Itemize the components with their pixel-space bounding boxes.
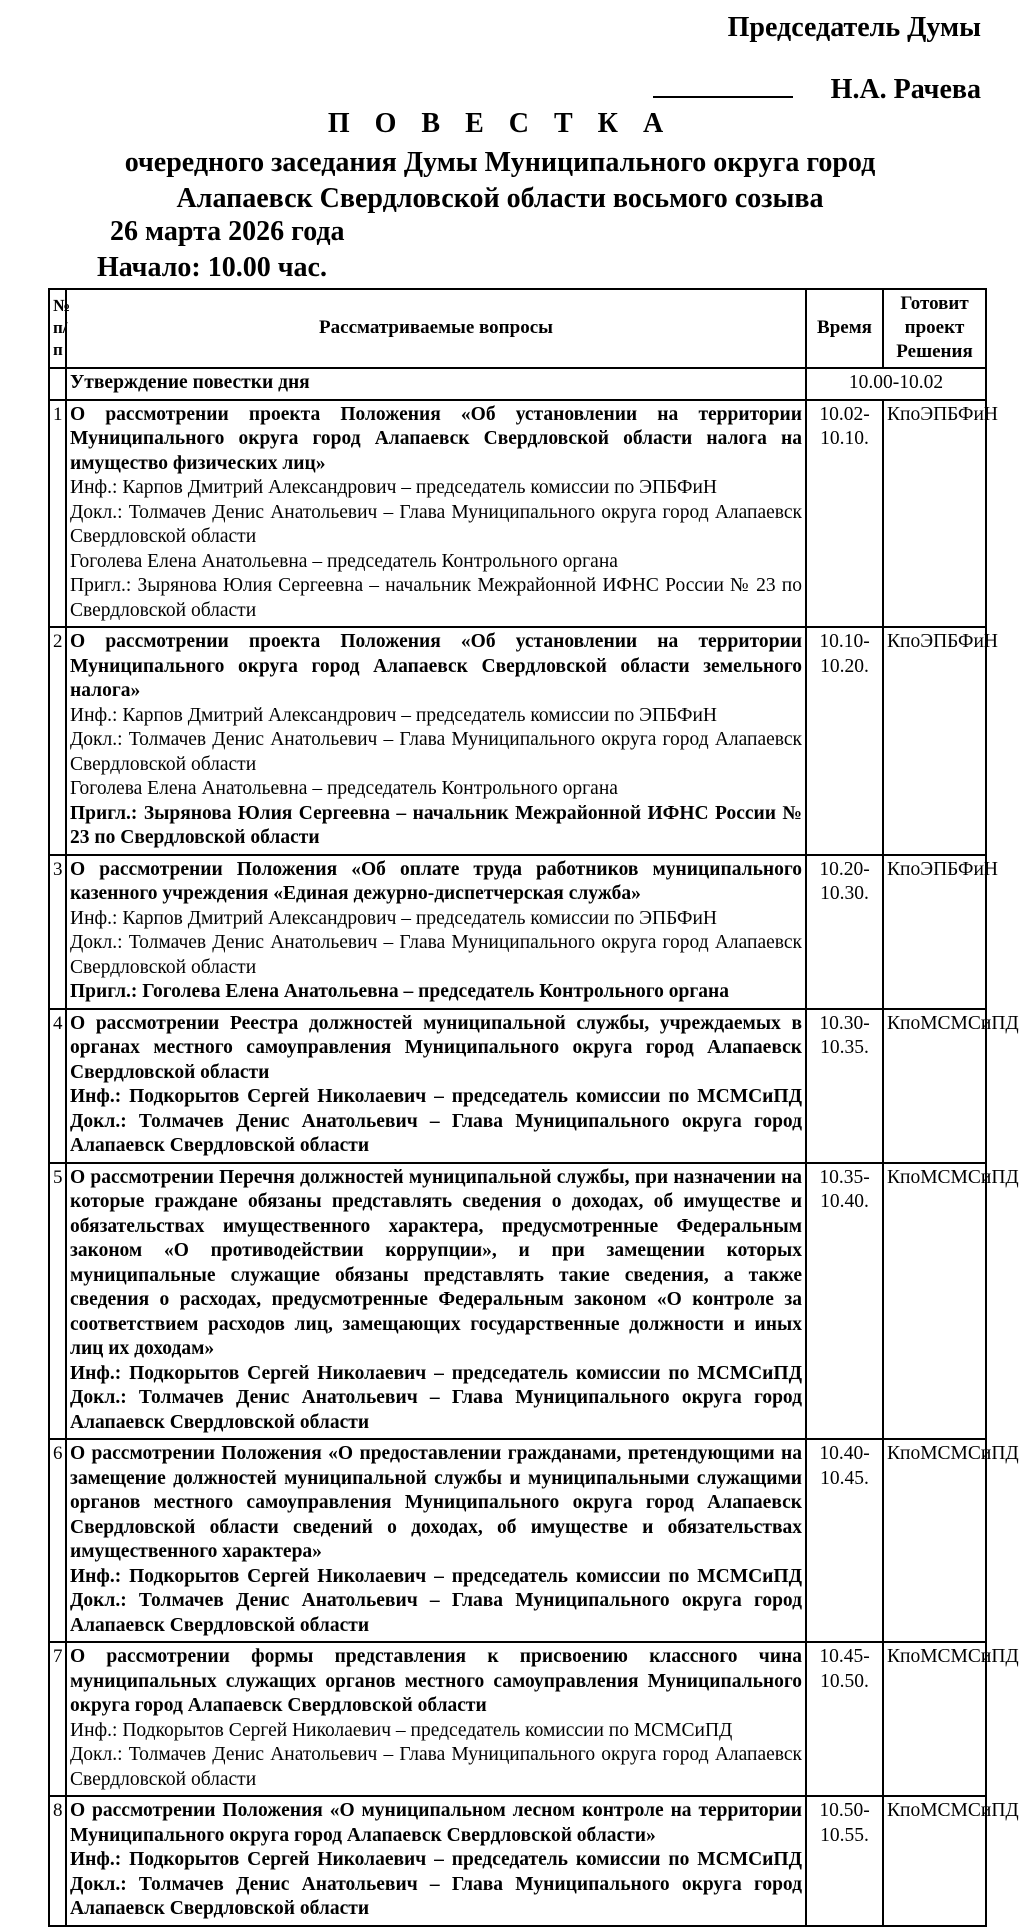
row-question xyxy=(66,855,806,1009)
signature-block xyxy=(653,70,981,106)
question-participant: Инф.: Подкорытов Сергей Николаевич – председатель комиссии по МСМСиПД Докл.: Толмачев Денис Анатольевич – Глава Муниципального округа город Алапаевск Свердловской области xyxy=(70,1086,802,1156)
row-question xyxy=(66,1642,806,1796)
row-question xyxy=(66,1796,806,1926)
question-title: О рассмотрении Положения «О муниципальном лесном контроле на территории Муниципального округа город Алапаевск Свердловской области» xyxy=(70,1800,802,1846)
row-question xyxy=(66,1009,806,1163)
row-time: 10.30-10.35. xyxy=(806,1009,883,1163)
row-question xyxy=(66,1439,806,1642)
agenda-row xyxy=(49,1163,986,1440)
document-title: П О В Е С Т К А xyxy=(327,108,673,139)
row-time: 10.35-10.40. xyxy=(806,1163,883,1440)
header-time: Время xyxy=(806,289,883,368)
question-title: О рассмотрении Положения «Об оплате труда работников муниципального казенного учреждения «Единая дежурно-диспетчерская служба» xyxy=(70,858,802,904)
question-participant: Инф.: Карпов Дмитрий Александрович – председатель комиссии по ЭПБФиН xyxy=(70,477,717,498)
meeting-start: Начало: 10.00 час. xyxy=(97,252,327,283)
row-number: 3 xyxy=(49,855,66,1009)
question-title: О рассмотрении Перечня должностей муниципальной службы, при назначении на которые граждане обязаны представлять сведения о доходах, об имуществе и обязательствах имущественного характера, предусмотренные Федеральным законом «О противодействии коррупции», и при замещении которых муниципальные служащие обязаны представлять такие сведения, а также сведения о расходах, предусмотренные Федеральным законом «О контроле за соответствием расходов лиц, замещающих государственные должности и иных лиц их доходам» xyxy=(70,1166,802,1359)
question-participant: Инф.: Подкорытов Сергей Николаевич – председатель комиссии по МСМСиПД Докл.: Толмачев Денис Анатольевич – Глава Муниципального округа город Алапаевск Свердловской области xyxy=(70,1565,802,1636)
row-prepares: КпоЭПБФиН xyxy=(883,855,986,1009)
row-question xyxy=(66,1163,806,1440)
row-number: 6 xyxy=(49,1439,66,1642)
agenda-header-row xyxy=(49,289,986,368)
row-prepares: КпоМСМСиПД xyxy=(883,1163,986,1440)
row-prepares: КпоМСМСиПД xyxy=(883,1439,986,1642)
approval-time: 10.00-10.02 xyxy=(806,368,986,400)
header-num: № п/ п xyxy=(49,289,66,368)
agenda-row xyxy=(49,1642,986,1796)
question-participant: Инф.: Подкорытов Сергей Николаевич – председатель комиссии по МСМСиПД xyxy=(70,1719,733,1741)
question-participant: Докл.: Толмачев Денис Анатольевич – Глава Муниципального округа город Алапаевск Свердловской области xyxy=(70,1744,802,1790)
row-prepares: КпоМСМСиПД xyxy=(883,1009,986,1163)
approval-num xyxy=(49,368,66,400)
row-prepares: КпоМСМСиПД xyxy=(883,1796,986,1926)
question-participant: Докл.: Толмачев Денис Анатольевич – Глава Муниципального округа город Алапаевск Свердловской области xyxy=(70,932,802,978)
agenda-row xyxy=(49,400,986,628)
question-title: О рассмотрении проекта Положения «Об установлении на территории Муниципального округа город Алапаевск Свердловской области налога на имущество физических лиц» xyxy=(70,403,802,474)
header-prepares: Готовит проект Решения xyxy=(883,289,986,368)
question-participant: Пригл.: Зырянова Юлия Сергеевна – начальник Межрайонной ИФНС России № 23 по Свердловской области xyxy=(70,575,802,621)
question-participant: Инф.: Карпов Дмитрий Александрович – председатель комиссии по ЭПБФиН xyxy=(70,907,717,929)
question-participant: Пригл.: Зырянова Юлия Сергеевна – начальник Межрайонной ИФНС России № 23 по Свердловской области xyxy=(70,802,802,848)
row-number: 8 xyxy=(49,1796,66,1926)
row-time: 10.40-10.45. xyxy=(806,1439,883,1642)
row-time: 10.50-10.55. xyxy=(806,1796,883,1926)
question-participant: Докл.: Толмачев Денис Анатольевич – Глава Муниципального округа город Алапаевск Свердловской области xyxy=(70,729,802,775)
question-title: О рассмотрении формы представления к присвоению классного чина муниципальных служащих органов местного самоуправления Муниципального округа город Алапаевск Свердловской области xyxy=(70,1646,802,1716)
agenda-row xyxy=(49,627,986,855)
question-participant: Гоголева Елена Анатольевна – председатель Контрольного органа xyxy=(70,550,618,572)
row-number: 2 xyxy=(49,627,66,855)
row-prepares: КпоЭПБФиН xyxy=(883,400,986,628)
row-time: 10.02-10.10. xyxy=(806,400,883,628)
question-participant: Инф.: Подкорытов Сергей Николаевич – председатель комиссии по МСМСиПД Докл.: Толмачев Денис Анатольевич – Глава Муниципального округа город Алапаевск Свердловской области xyxy=(70,1849,802,1919)
question-participant: Гоголева Елена Анатольевна – председатель Контрольного органа xyxy=(70,778,618,799)
row-question xyxy=(66,400,806,628)
question-title: О рассмотрении Положения «О предоставлении гражданами, претендующими на замещение должностей муниципальной службы и муниципальными служащими органов местного самоуправления Муниципального округа город Алапаевск Свердловской области сведений о доходах, об имуществе и обязательствах имущественного характера» xyxy=(70,1443,802,1562)
question-participant: Инф.: Подкорытов Сергей Николаевич – председатель комиссии по МСМСиПД Докл.: Толмачев Денис Анатольевич – Глава Муниципального округа город Алапаевск Свердловской области xyxy=(70,1362,802,1433)
row-number: 7 xyxy=(49,1642,66,1796)
agenda-row xyxy=(49,1796,986,1926)
question-title: О рассмотрении проекта Положения «Об установлении на территории Муниципального округа город Алапаевск Свердловской области земельного налога» xyxy=(70,631,802,701)
agenda-row xyxy=(49,1439,986,1642)
row-question xyxy=(66,627,806,855)
question-title: О рассмотрении Реестра должностей муниципальной службы, учреждаемых в органах местного самоуправления Муниципального округа город Алапаевск Свердловской области xyxy=(70,1012,802,1083)
row-time: 10.45-10.50. xyxy=(806,1642,883,1796)
row-prepares: КпоЭПБФиН xyxy=(883,627,986,855)
chair-name: Н.А. Рачева xyxy=(830,74,981,105)
row-prepares: КпоМСМСиПД xyxy=(883,1642,986,1796)
question-participant: Докл.: Толмачев Денис Анатольевич – Глава Муниципального округа город Алапаевск Свердловской области xyxy=(70,501,802,547)
question-participant: Пригл.: Гоголева Елена Анатольевна – председатель Контрольного органа xyxy=(70,981,729,1002)
meeting-date: 26 марта 2026 года xyxy=(110,216,345,247)
approval-text: Утверждение повестки дня xyxy=(66,368,806,400)
question-participant: Инф.: Карпов Дмитрий Александрович – председатель комиссии по ЭПБФиН xyxy=(70,704,717,726)
agenda-row xyxy=(49,855,986,1009)
agenda-table xyxy=(48,288,1019,1927)
approval-row xyxy=(49,368,986,400)
row-number: 4 xyxy=(49,1009,66,1163)
chair-title: Председатель Думы xyxy=(727,12,981,43)
agenda-row xyxy=(49,1009,986,1163)
row-number: 1 xyxy=(49,400,66,628)
document-subtitle: очередного заседания Думы Муниципального округа город Алапаевск Свердловской области восьмого созыва xyxy=(124,147,876,214)
header-question: Рассматриваемые вопросы xyxy=(66,289,806,368)
row-number: 5 xyxy=(49,1163,66,1440)
row-time: 10.20-10.30. xyxy=(806,855,883,1009)
signature-line xyxy=(653,70,793,98)
row-time: 10.10-10.20. xyxy=(806,627,883,855)
